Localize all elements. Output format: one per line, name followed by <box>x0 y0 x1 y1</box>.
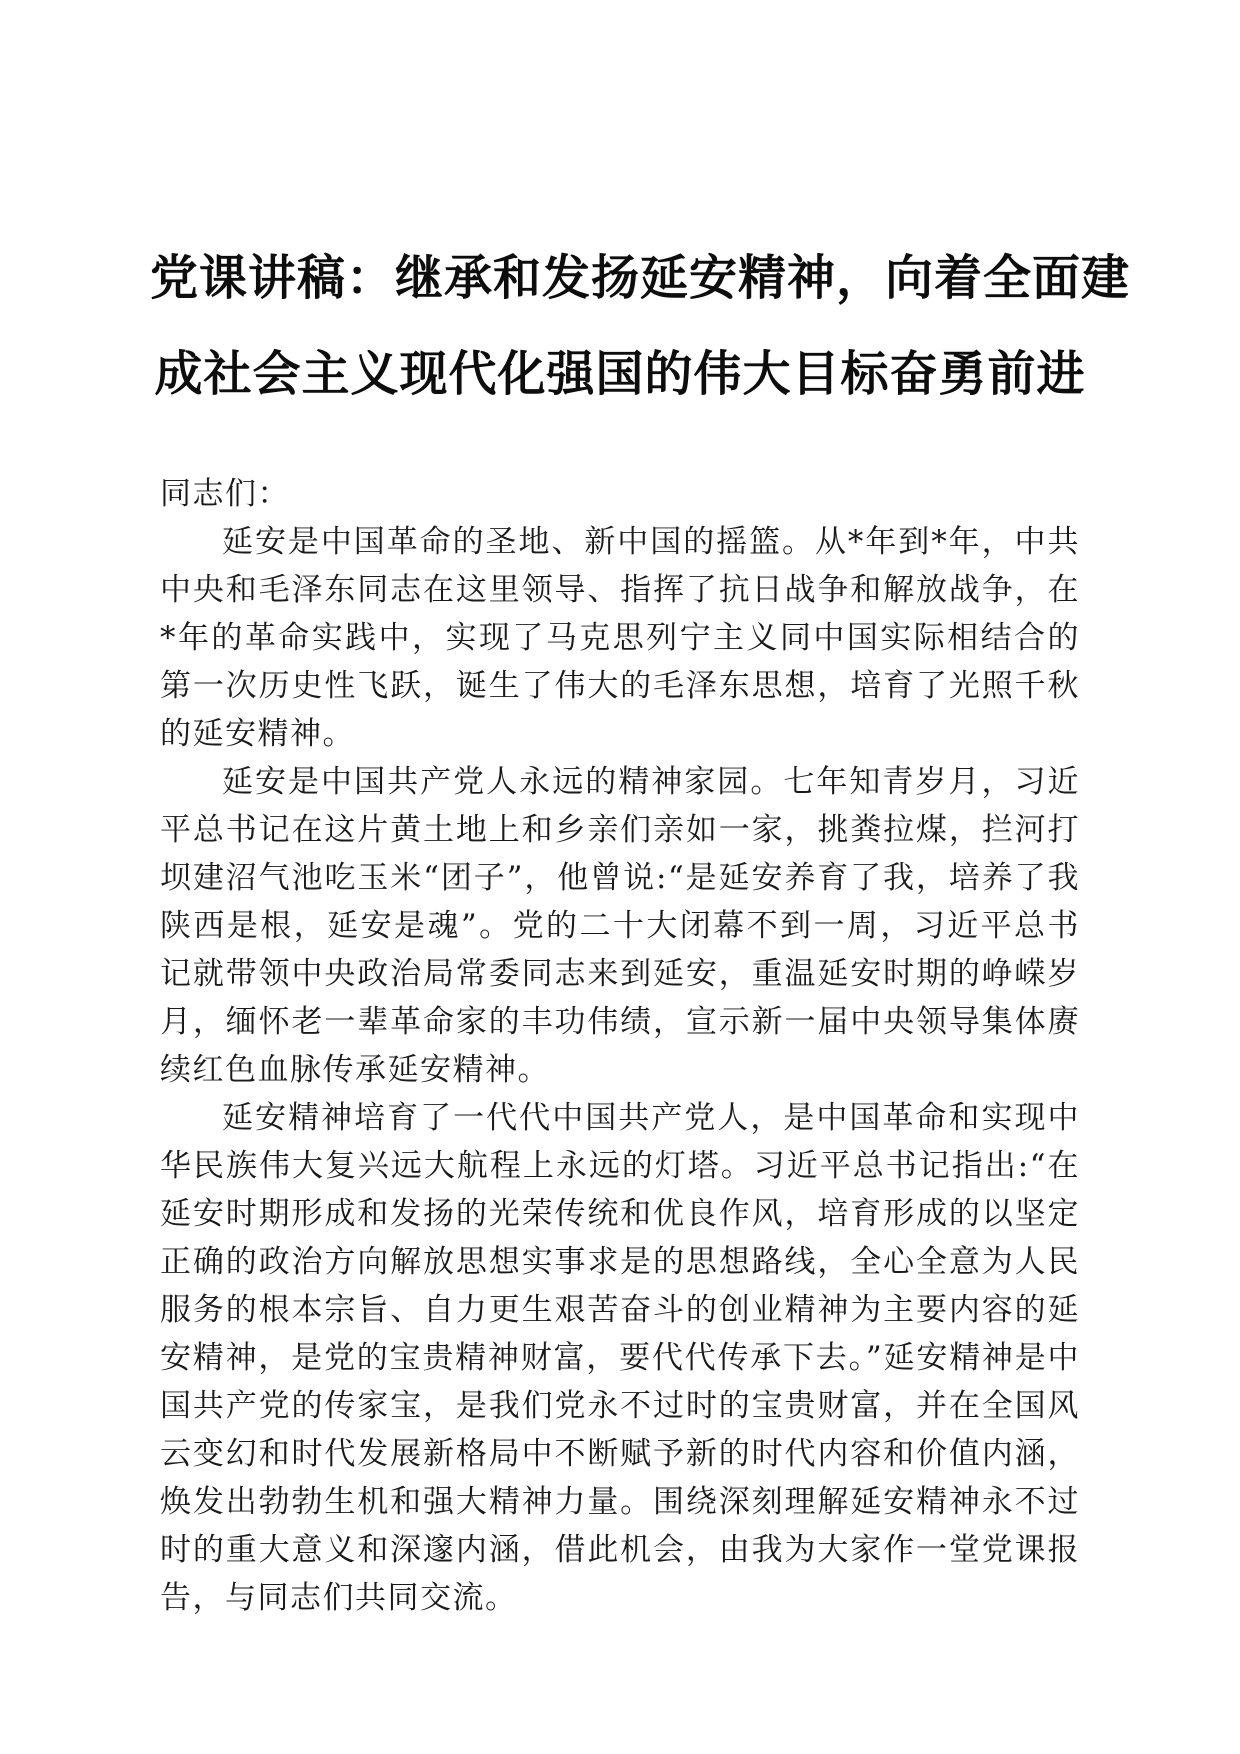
paragraph-2: 延安是中国共产党人永远的精神家园。七年知青岁月，习近平总书记在这片黄土地上和乡亲们亲如一家，挑粪拉煤，拦河打坝建沼气池吃玉米“团子”，他曾说:“是延安养育了我，培养了我陕西是根，延安是魂”。党的二十大闭幕不到一周，习近平总书记就带领中央政治局常委同志来到延安，重温延安时期的峥嵘岁月，缅怀老一辈革命家的丰功伟绩，宣示新一届中央领导集体赓续红色血脉传承延安精神。 <box>160 764 1080 1088</box>
title-line-1: 党课讲稿：继承和发扬延安精神，向着全面建 <box>150 250 1131 306</box>
document-title <box>150 230 1131 422</box>
document-body <box>160 470 1080 1622</box>
paragraph-3: 延安精神培育了一代代中国共产党人，是中国革命和实现中华民族伟大复兴远大航程上永远的灯塔。习近平总书记指出:“在延安时期形成和发扬的光荣传统和优良作风，培育形成的以坚定正确的政治方向解放思想实事求是的思想路线，全心全意为人民服务的根本宗旨、自力更生艰苦奋斗的创业精神为主要内容的延安精神，是党的宝贵精神财富，要代代传承下去。”延安精神是中国共产党的传家宝，是我们党永不过时的宝贵财富，并在全国风云变幻和时代发展新格局中不断赋予新的时代内容和价值内涵，焕发出勃勃生机和强大精神力量。围绕深刻理解延安精神永不过时的重大意义和深邃内涵，借此机会，由我为大家作一堂党课报告，与同志们共同交流。 <box>160 1100 1080 1616</box>
paragraph-1: 延安是中国革命的圣地、新中国的摇篮。从*年到*年，中共中央和毛泽东同志在这里领导、指挥了抗日战争和解放战争，在*年的革命实践中，实现了马克思列宁主义同中国实际相结合的第一次历史性飞跃，诞生了伟大的毛泽东思想，培育了光照千秋的延安精神。 <box>160 524 1080 752</box>
title-line-2: 成社会主义现代化强国的伟大目标奋勇前进 <box>154 346 1086 402</box>
salutation: 同志们： <box>160 476 290 512</box>
